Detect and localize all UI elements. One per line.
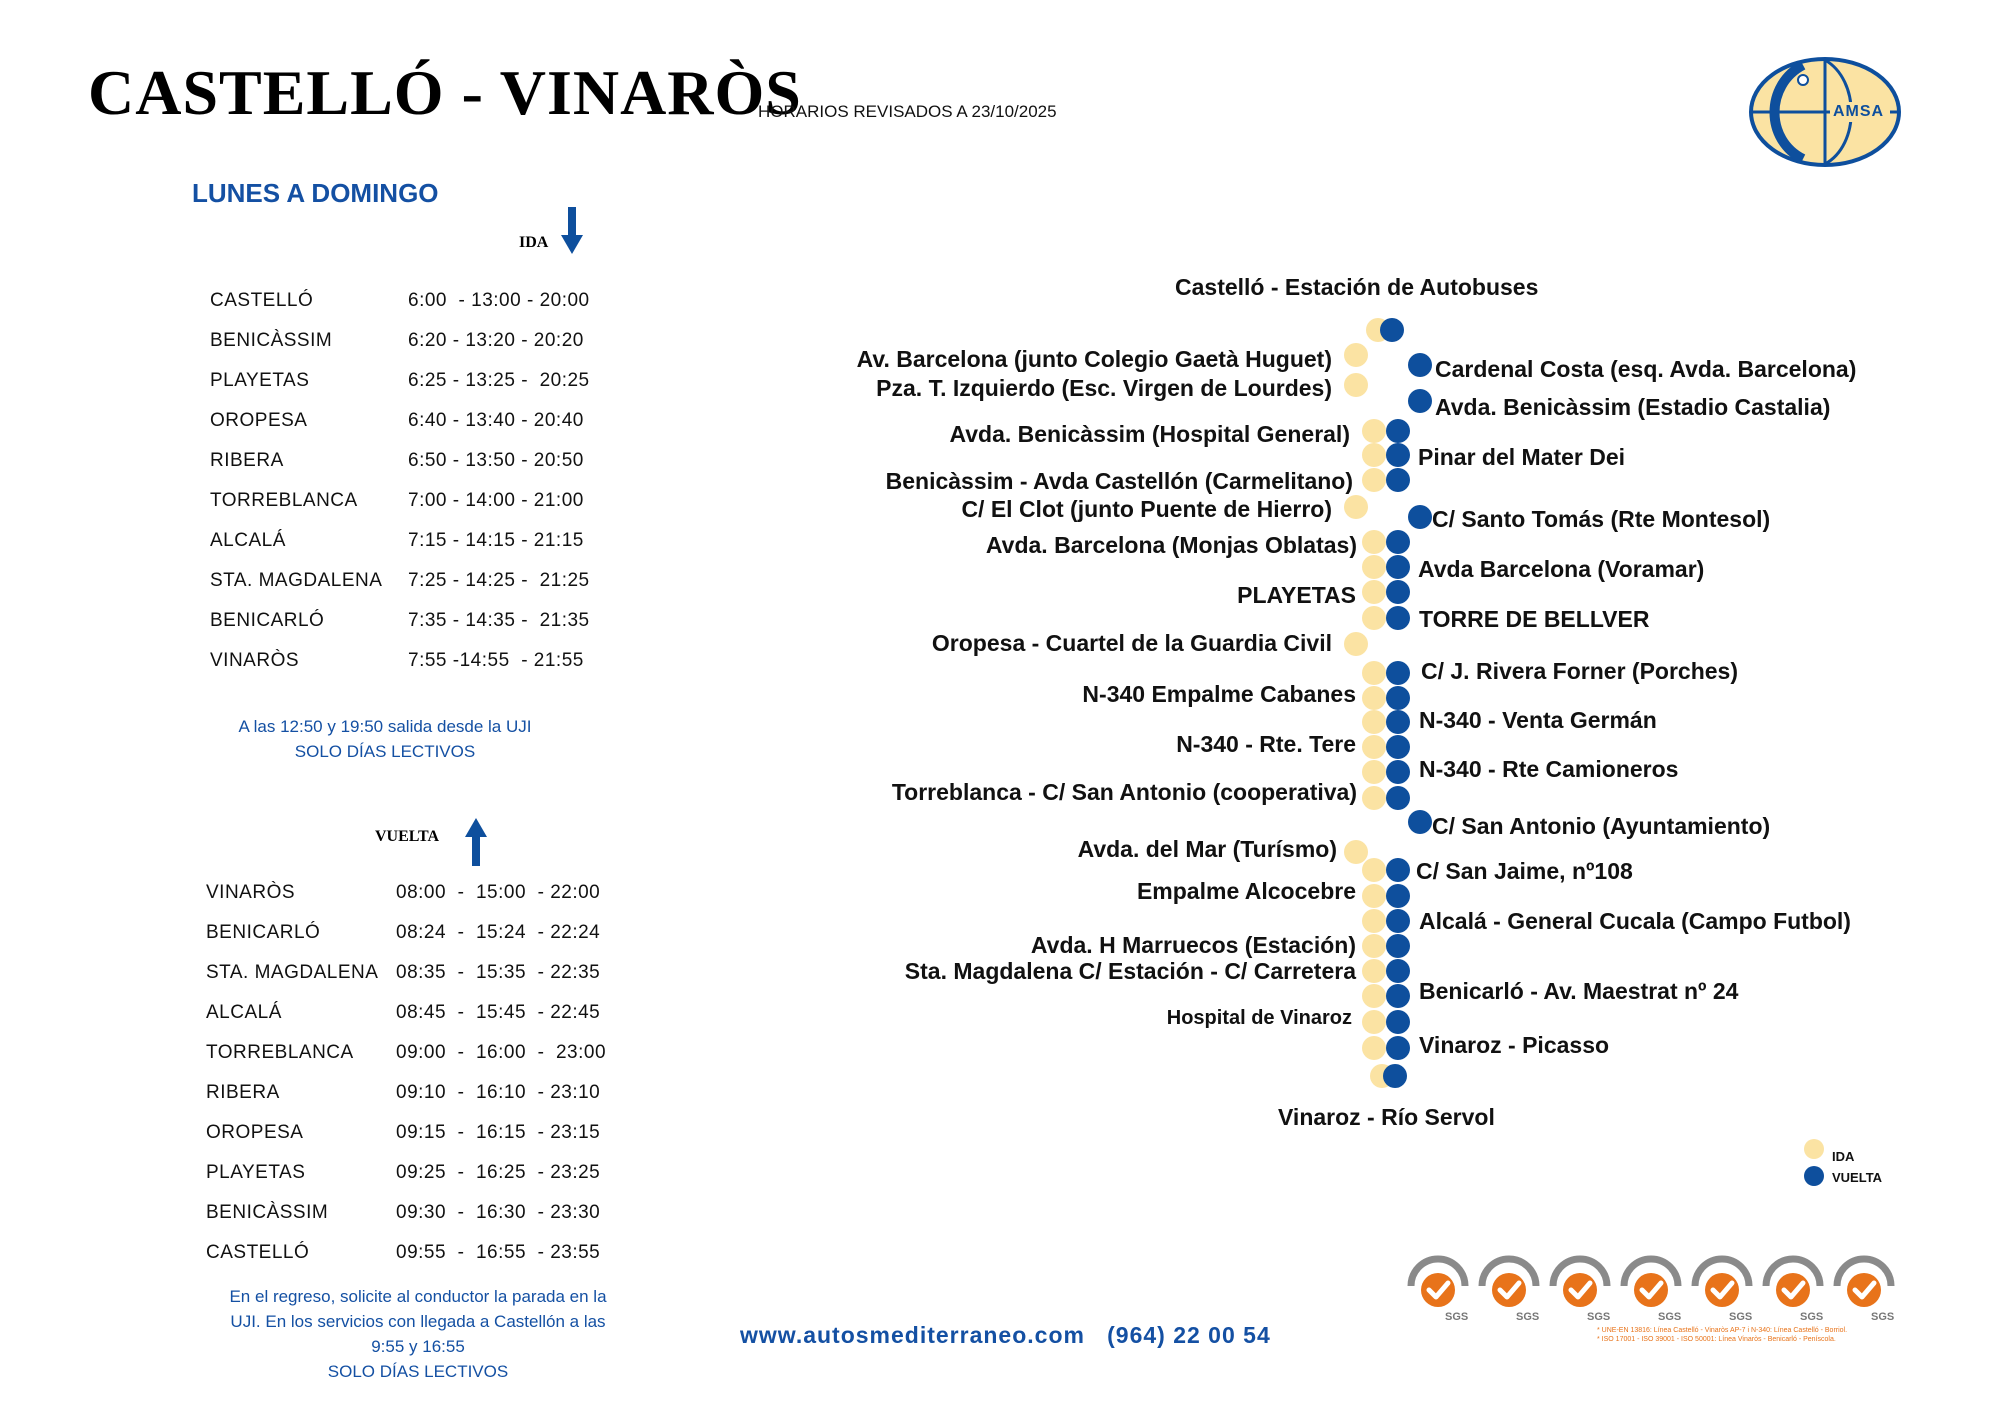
vuelta-stop-label: Pinar del Mater Dei [1418, 444, 1626, 470]
sgs-text: SGS [1658, 1311, 1682, 1323]
timetable-stop: PLAYETAS [206, 1162, 306, 1183]
legend-vuelta-label: VUELTA [1832, 1170, 1883, 1185]
vuelta-stop-label: Alcalá - General Cucala (Campo Futbol) [1419, 908, 1851, 934]
vuelta-note [198, 1284, 638, 1384]
route-dot-vuelta [1386, 959, 1410, 983]
route-dot-vuelta [1386, 686, 1410, 710]
cert-note-line1: * UNE-EN 13816: Línea Castelló - Vinaròs AP-7 i N-340: Línea Castelló - Borriol. [1597, 1327, 1848, 1334]
route-dot-vuelta [1408, 810, 1432, 834]
timetable-times: 08:35 - 15:35 - 22:35 [396, 962, 601, 983]
route-dot-ida [1362, 580, 1386, 604]
route-dot-ida [1362, 959, 1386, 983]
vuelta-note-line2: UJI. En los servicios con llegada a Castellón a las [230, 1312, 606, 1331]
page-title: CASTELLÓ - VINARÒS [88, 57, 802, 128]
vuelta-stop-label: C/ J. Rivera Forner (Porches) [1421, 658, 1738, 684]
revision-date: HORARIOS REVISADOS A 23/10/2025 [758, 102, 1057, 121]
legend-ida-label: IDA [1832, 1149, 1855, 1164]
route-dot-ida [1362, 984, 1386, 1008]
ida-stop-label: Avda. Barcelona (Monjas Oblatas) [985, 532, 1357, 558]
timetable-times: 08:24 - 15:24 - 22:24 [396, 922, 601, 943]
route-dot-ida [1344, 373, 1368, 397]
route-dot-ida [1362, 419, 1386, 443]
ida-stop-label: Benicàssim - Avda Castellón (Carmelitano) [885, 468, 1353, 494]
route-dot-vuelta [1386, 419, 1410, 443]
route-dot-vuelta [1386, 1010, 1410, 1034]
timetable-stop: BENICÀSSIM [210, 330, 333, 351]
ida-stop-label: Av. Barcelona (junto Colegio Gaetà Huguet) [856, 346, 1332, 372]
route-dot-ida [1362, 710, 1386, 734]
route-dot-vuelta [1386, 710, 1410, 734]
vuelta-stop-label: C/ San Jaime, nº108 [1416, 858, 1633, 884]
contact-line [740, 1322, 1271, 1349]
timetable-times: 09:55 - 16:55 - 23:55 [396, 1242, 601, 1263]
timetable-times: 6:50 - 13:50 - 20:50 [408, 450, 584, 471]
vuelta-stop-label: TORRE DE BELLVER [1419, 606, 1650, 632]
timetable-stop: VINARÒS [210, 650, 300, 671]
route-dot-ida [1362, 686, 1386, 710]
sgs-certification-badge [1760, 1252, 1826, 1330]
timetable-stop: STA. MAGDALENA [210, 570, 383, 591]
route-dot-vuelta [1386, 760, 1410, 784]
route-dot-vuelta [1386, 555, 1410, 579]
timetable-times: 6:25 - 13:25 - 20:25 [408, 370, 590, 391]
timetable-stop: BENICARLÓ [210, 610, 325, 631]
vuelta-stop-label: C/ Santo Tomás (Rte Montesol) [1432, 506, 1771, 532]
vuelta-stop-label: Benicarló - Av. Maestrat nº 24 [1419, 978, 1739, 1004]
route-dot-ida [1362, 1010, 1386, 1034]
timetable-times: 09:00 - 16:00 - 23:00 [396, 1042, 607, 1063]
route-dot-ida [1362, 760, 1386, 784]
sgs-certification-badge [1689, 1252, 1755, 1330]
sgs-text: SGS [1445, 1311, 1469, 1323]
route-end: Vinaroz - Río Servol [1278, 1104, 1495, 1130]
route-dot-vuelta [1380, 318, 1404, 342]
logo-text: AMSA [1833, 103, 1885, 120]
timetable-times: 09:10 - 16:10 - 23:10 [396, 1082, 601, 1103]
ida-stop-label: PLAYETAS [1237, 582, 1356, 608]
route-dot-vuelta [1386, 530, 1410, 554]
route-dot-ida [1362, 606, 1386, 630]
sgs-certification-badge [1618, 1252, 1684, 1330]
route-dot-ida [1344, 495, 1368, 519]
cert-note-line2: * ISO 17001 - ISO 39001 - ISO 50001: Línea Vinaròs - Benicarló - Peníscola. [1597, 1336, 1836, 1343]
timetable-times: 6:00 - 13:00 - 20:00 [408, 290, 590, 311]
route-dot-ida [1362, 858, 1386, 882]
route-dot-ida [1362, 661, 1386, 685]
ida-stop-label: Hospital de Vinaroz [1166, 1007, 1352, 1029]
timetable-stop: BENICARLÓ [206, 922, 321, 943]
route-dot-ida [1344, 840, 1368, 864]
timetable-times: 09:30 - 16:30 - 23:30 [396, 1202, 601, 1223]
vuelta-stop-label: N-340 - Venta Germán [1419, 707, 1657, 733]
sgs-text: SGS [1587, 1311, 1611, 1323]
legend-ida-dot [1804, 1139, 1824, 1159]
timetable-stop: RIBERA [206, 1082, 280, 1103]
ida-stop-label: Empalme Alcocebre [1136, 878, 1356, 904]
ida-stop-label: Avda. Benicàssim (Hospital General) [949, 421, 1350, 447]
vuelta-stop-label: Vinaroz - Picasso [1419, 1032, 1610, 1058]
route-dot-vuelta [1386, 735, 1410, 759]
route-dot-ida [1362, 909, 1386, 933]
vuelta-stop-label: N-340 - Rte Camioneros [1419, 756, 1679, 782]
route-dot-ida [1362, 1036, 1386, 1060]
ida-stop-label: C/ El Clot (junto Puente de Hierro) [961, 496, 1332, 522]
ida-note-line2: SOLO DÍAS LECTIVOS [294, 742, 476, 761]
route-dot-vuelta [1386, 984, 1410, 1008]
sgs-certification-badge [1476, 1252, 1542, 1330]
timetable-stop: PLAYETAS [210, 370, 310, 391]
sgs-certification-badge [1405, 1252, 1471, 1330]
timetable-times: 6:20 - 13:20 - 20:20 [408, 330, 584, 351]
route-dot-vuelta [1408, 353, 1432, 377]
phone-number[interactable]: (964) 22 00 54 [1107, 1322, 1271, 1348]
timetable-stop: CASTELLÓ [206, 1242, 310, 1263]
sgs-text: SGS [1729, 1311, 1753, 1323]
ida-stop-label: Sta. Magdalena C/ Estación - C/ Carretera [904, 958, 1356, 984]
route-dot-ida [1362, 884, 1386, 908]
route-dot-vuelta [1386, 934, 1410, 958]
timetable-stop: RIBERA [210, 450, 284, 471]
timetable-stop: ALCALÁ [210, 530, 286, 551]
route-dot-ida [1362, 555, 1386, 579]
route-dot-vuelta [1386, 786, 1410, 810]
days-label: LUNES A DOMINGO [192, 178, 439, 208]
timetable-stop: OROPESA [210, 410, 308, 431]
route-dot-ida [1362, 468, 1386, 492]
sgs-certification-badge [1547, 1252, 1613, 1330]
timetable-times: 7:55 -14:55 - 21:55 [408, 650, 584, 671]
route-dot-vuelta [1408, 389, 1432, 413]
sgs-text: SGS [1871, 1311, 1895, 1323]
route-dot-vuelta [1386, 858, 1410, 882]
timetable-stop: VINARÒS [206, 882, 296, 903]
timetable-times: 7:35 - 14:35 - 21:35 [408, 610, 590, 631]
timetable-times: 7:15 - 14:15 - 21:15 [408, 530, 584, 551]
timetable-stop: OROPESA [206, 1122, 304, 1143]
vuelta-stop-label: C/ San Antonio (Ayuntamiento) [1432, 813, 1771, 839]
route-dot-ida [1362, 443, 1386, 467]
route-dot-vuelta [1386, 661, 1410, 685]
timetable-stop: STA. MAGDALENA [206, 962, 379, 983]
route-dot-vuelta [1386, 468, 1410, 492]
timetable-times: 08:00 - 15:00 - 22:00 [396, 882, 601, 903]
website-link[interactable]: www.autosmediterraneo.com [740, 1322, 1085, 1348]
timetable-times: 7:25 - 14:25 - 21:25 [408, 570, 590, 591]
vuelta-note-line1: En el regreso, solicite al conductor la parada en la [229, 1287, 607, 1306]
route-dot-vuelta [1386, 580, 1410, 604]
route-dot-vuelta [1408, 505, 1432, 529]
ida-stop-label: Avda. del Mar (Turísmo) [1077, 836, 1337, 862]
timetable-stop: CASTELLÓ [210, 290, 314, 311]
ida-stop-label: Oropesa - Cuartel de la Guardia Civil [931, 630, 1332, 656]
timetable-times: 09:15 - 16:15 - 23:15 [396, 1122, 601, 1143]
timetable-times: 7:00 - 14:00 - 21:00 [408, 490, 584, 511]
certification-note [1597, 1326, 1847, 1344]
timetable-times: 6:40 - 13:40 - 20:40 [408, 410, 584, 431]
timetable-stop: TORREBLANCA [206, 1042, 354, 1063]
route-dot-ida [1362, 735, 1386, 759]
sgs-text: SGS [1516, 1311, 1540, 1323]
timetable-stop: ALCALÁ [206, 1002, 282, 1023]
route-dot-ida [1362, 786, 1386, 810]
vuelta-stop-label: Avda. Benicàssim (Estadio Castalia) [1435, 394, 1831, 420]
ida-label: IDA [519, 234, 549, 251]
vuelta-stop-label: Avda Barcelona (Voramar) [1418, 556, 1705, 582]
vuelta-note-line3: 9:55 y 16:55 [371, 1337, 465, 1356]
ida-stop-label: Torreblanca - C/ San Antonio (cooperativa) [891, 779, 1357, 805]
timetable-stop: TORREBLANCA [210, 490, 358, 511]
route-dot-vuelta [1383, 1064, 1407, 1088]
ida-stop-label: N-340 Empalme Cabanes [1082, 681, 1356, 707]
route-start: Castelló - Estación de Autobuses [1175, 274, 1539, 300]
vuelta-note-line4: SOLO DÍAS LECTIVOS [327, 1362, 509, 1381]
vuelta-label: VUELTA [375, 828, 440, 845]
vuelta-stop-label: Cardenal Costa (esq. Avda. Barcelona) [1435, 356, 1857, 382]
ida-stop-label: Avda. H Marruecos (Estación) [1030, 932, 1356, 958]
ida-stop-label: Pza. T. Izquierdo (Esc. Virgen de Lourdes) [876, 375, 1332, 401]
route-dot-vuelta [1386, 909, 1410, 933]
route-dot-ida [1362, 934, 1386, 958]
timetable-stop: BENICÀSSIM [206, 1202, 329, 1223]
route-dot-vuelta [1386, 443, 1410, 467]
route-dot-ida [1344, 632, 1368, 656]
ida-note-line1: A las 12:50 y 19:50 salida desde la UJI [238, 717, 532, 736]
route-dot-vuelta [1386, 606, 1410, 630]
route-dot-ida [1362, 530, 1386, 554]
legend-vuelta-dot [1804, 1166, 1824, 1186]
route-dot-ida [1344, 343, 1368, 367]
sgs-text: SGS [1800, 1311, 1824, 1323]
ida-stop-label: N-340 - Rte. Tere [1176, 731, 1356, 757]
timetable-times: 08:45 - 15:45 - 22:45 [396, 1002, 601, 1023]
sgs-certification-badge [1831, 1252, 1897, 1330]
route-dot-vuelta [1386, 884, 1410, 908]
timetable-times: 09:25 - 16:25 - 23:25 [396, 1162, 601, 1183]
route-dot-vuelta [1386, 1036, 1410, 1060]
